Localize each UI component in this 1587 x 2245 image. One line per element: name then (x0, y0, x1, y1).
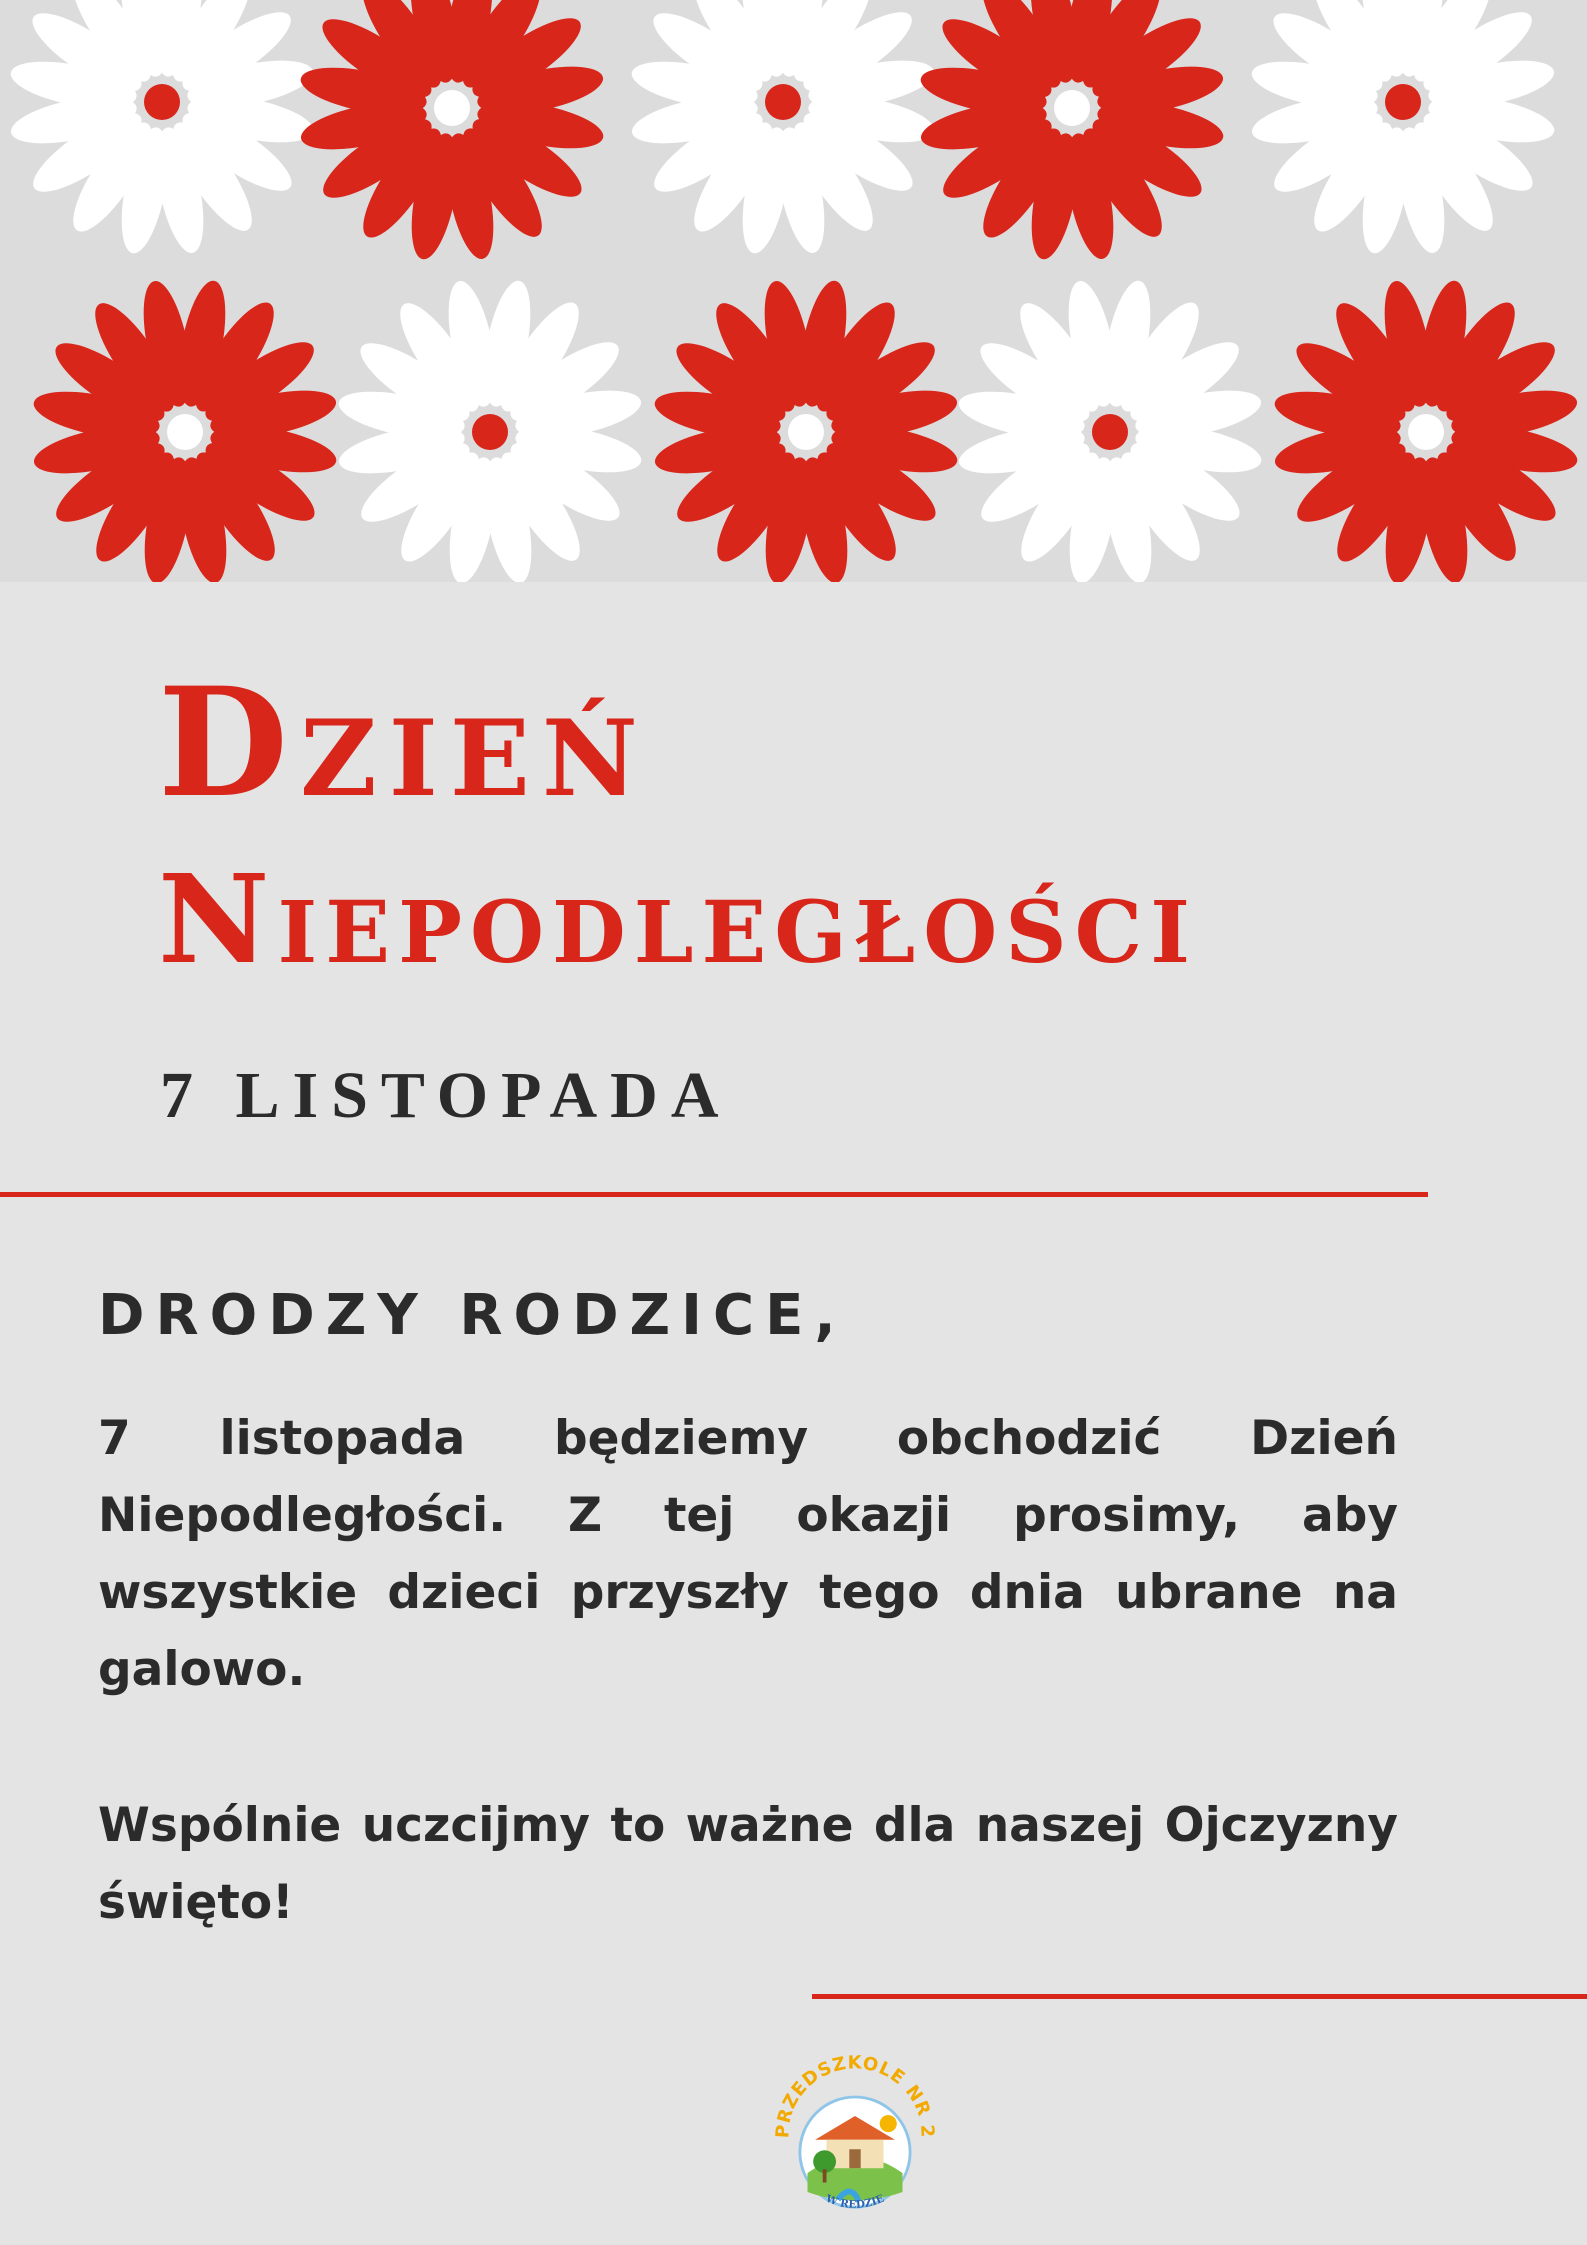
flower-motif (1271, 277, 1581, 582)
logo-place-text: W REDZIE (823, 2192, 887, 2211)
flower-motif (30, 277, 340, 582)
flower-motif (1248, 0, 1558, 257)
divider-top (0, 1192, 1428, 1197)
greeting-heading: DRODZY RODZICE, (98, 1283, 847, 1348)
flower-motif (651, 277, 961, 582)
flower-motif (7, 0, 317, 257)
flower-motif (297, 0, 607, 263)
flower-pattern-graphic (0, 0, 1587, 582)
title-line-2: Niepodległości (158, 847, 1199, 991)
kindergarten-logo (760, 2040, 950, 2230)
flower-motif (955, 277, 1265, 582)
flower-pattern-band (0, 0, 1587, 582)
logo-name-text: PRZEDSZKOLE NR 2 (772, 2052, 938, 2139)
flower-motif (917, 0, 1227, 263)
flower-motif (628, 0, 938, 257)
title-line-1: Dzień (158, 655, 650, 831)
event-date: 7 LISTOPADA (160, 1059, 732, 1132)
letter-paragraph-1: 7 listopada będziemy obchodzić Dzień Niepodległości. Z tej okazji prosimy, aby wszystkie dzieci przyszły tego dnia ubrane na galowo. (98, 1411, 1398, 1697)
letter-paragraph-2: Wspólnie uczcijmy to ważne dla naszej Ojczyzny święto! (98, 1798, 1398, 1930)
flower-motif (335, 277, 645, 582)
divider-bottom (812, 1994, 1587, 1999)
